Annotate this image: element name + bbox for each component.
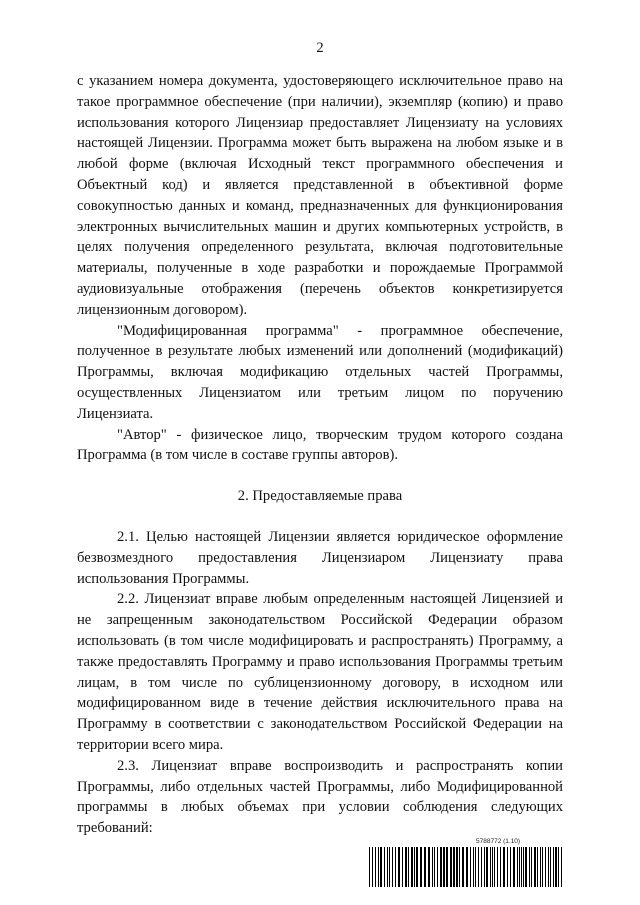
barcode-bar (414, 847, 415, 887)
barcode-bar (561, 847, 562, 887)
barcode-bar (500, 847, 501, 887)
barcode-bar (411, 847, 413, 887)
barcode-bar (531, 847, 532, 887)
barcode-bar (434, 847, 435, 887)
barcode-bar (517, 847, 518, 887)
barcode-bar (408, 847, 409, 887)
page-number: 2 (316, 40, 324, 56)
barcode-bar (470, 847, 471, 887)
section-heading-granted-rights: 2. Предоставляемые права (237, 488, 403, 505)
barcode-bar (398, 847, 400, 887)
barcode-bar (378, 847, 379, 887)
barcode-bar (416, 847, 418, 887)
barcode-bar (473, 847, 474, 887)
barcode-bar (558, 847, 559, 887)
barcode-bar (462, 847, 464, 887)
barcode-bar (484, 847, 485, 887)
barcode-bar (490, 847, 491, 887)
barcode-bar (553, 847, 554, 887)
barcode-bar (443, 847, 445, 887)
barcode-bar (375, 847, 376, 887)
barcode-bar (521, 847, 522, 887)
barcode-bar (466, 847, 468, 887)
barcode-bar (540, 847, 541, 887)
barcode-bar (459, 847, 460, 887)
barcode-bar (384, 847, 385, 887)
barcode-bar (380, 847, 382, 887)
barcode-bar (542, 847, 543, 887)
clause-2-2: 2.2. Лицензиат вправе любым определенным настоящей Лицензией и не запрещенным законодательством Российской Федерации образом использовать (в том числе модифицировать и распространять) Программу, а также предоставлять Программу и право использования Программы третьим лицам, в том числе по сублицензионному договору, в исходном или модифицированном виде в течение действия исключительного права на Программу в соответствии с законодательством Российской Федерации на территории всего мира. (77, 591, 563, 753)
barcode-bar (486, 847, 488, 887)
barcode-bar (478, 847, 479, 887)
barcode-bar (453, 847, 455, 887)
barcode-bar (497, 847, 498, 887)
barcode-bar (395, 847, 396, 887)
barcode-image (368, 847, 566, 887)
barcode-bar (537, 847, 538, 887)
barcode-bar (510, 847, 511, 887)
barcode-bar (550, 847, 551, 887)
barcode-bar (428, 847, 430, 887)
barcode-bar (372, 847, 373, 887)
barcode-bar (456, 847, 458, 887)
barcode-bar (525, 847, 527, 887)
document-barcode (368, 838, 566, 888)
barcode-bar (446, 847, 448, 887)
barcode-bar (402, 847, 403, 887)
barcode-bar (420, 847, 422, 887)
barcode-bar (492, 847, 493, 887)
barcode-bar (523, 847, 524, 887)
barcode-bar (432, 847, 433, 887)
barcode-caption: 5788772 (1.10) (476, 838, 521, 845)
barcode-bar (369, 847, 370, 887)
clause-2-1: 2.1. Целью настоящей Лицензии является юридическое оформление безвозмездного предоставления Лицензиаром Лицензиату права использования Программы. (77, 528, 563, 587)
barcode-bar (405, 847, 407, 887)
barcode-bar (555, 847, 557, 887)
paragraph-author-definition: "Автор" - физическое лицо, творческим трудом которого создана Программа (в том числе в составе группы авторов). (77, 426, 563, 464)
barcode-bar (513, 847, 515, 887)
barcode-bar (389, 847, 390, 887)
clause-2-3: 2.3. Лицензиат вправе воспроизводить и распространять копии Программы, либо отдельных частей Программы, либо Модифицированной программы в любых объемах при условии соблюдения следующих требований: (77, 757, 563, 837)
barcode-bar (494, 847, 495, 887)
barcode-bar (519, 847, 520, 887)
barcode-bar (529, 847, 530, 887)
barcode-bar (503, 847, 505, 887)
barcode-bar (437, 847, 438, 887)
paragraph-program-definition-continued: с указанием номера документа, удостоверяющего исключительное право на такое программное обеспечение (при наличии), экземпляр (копию) и право использования которого Лицензиар предоставляет Лицензиату на условиях настоящей Лицензии. Программа может быть выражена на любом языке и в любой форме (включая Исходный текст программного обеспечения и Объектный код) и является представленной в объективной форме совокупностью данных и команд, предназначенных для функционирования электронных вычислительных машин и других компьютерных устройств, в целях получения определенного результата, включая подготовительные материалы, полученные в ходе разработки и порождаемые Программой аудиовизуальные отображения (перечень объектов конкретизируется лицензионным договором). (77, 73, 563, 318)
barcode-bar (424, 847, 426, 887)
barcode-bar (507, 847, 508, 887)
barcode-bar (548, 847, 549, 887)
barcode-bar (440, 847, 442, 887)
barcode-bar (387, 847, 388, 887)
barcode-bar (545, 847, 546, 887)
paragraph-modified-program-definition: "Модифицированная программа" - программное обеспечение, полученное в результате любых изменений или дополнений (модификаций) Программы, включая модификацию отдельных частей Программы, осуществленных Лицензиатом или третьим лицом по поручению Лицензиата. (77, 322, 563, 422)
barcode-bar (534, 847, 536, 887)
barcode-bar (392, 847, 393, 887)
barcode-bar (450, 847, 452, 887)
barcode-bar (475, 847, 476, 887)
document-body (77, 71, 563, 839)
barcode-bar (481, 847, 482, 887)
